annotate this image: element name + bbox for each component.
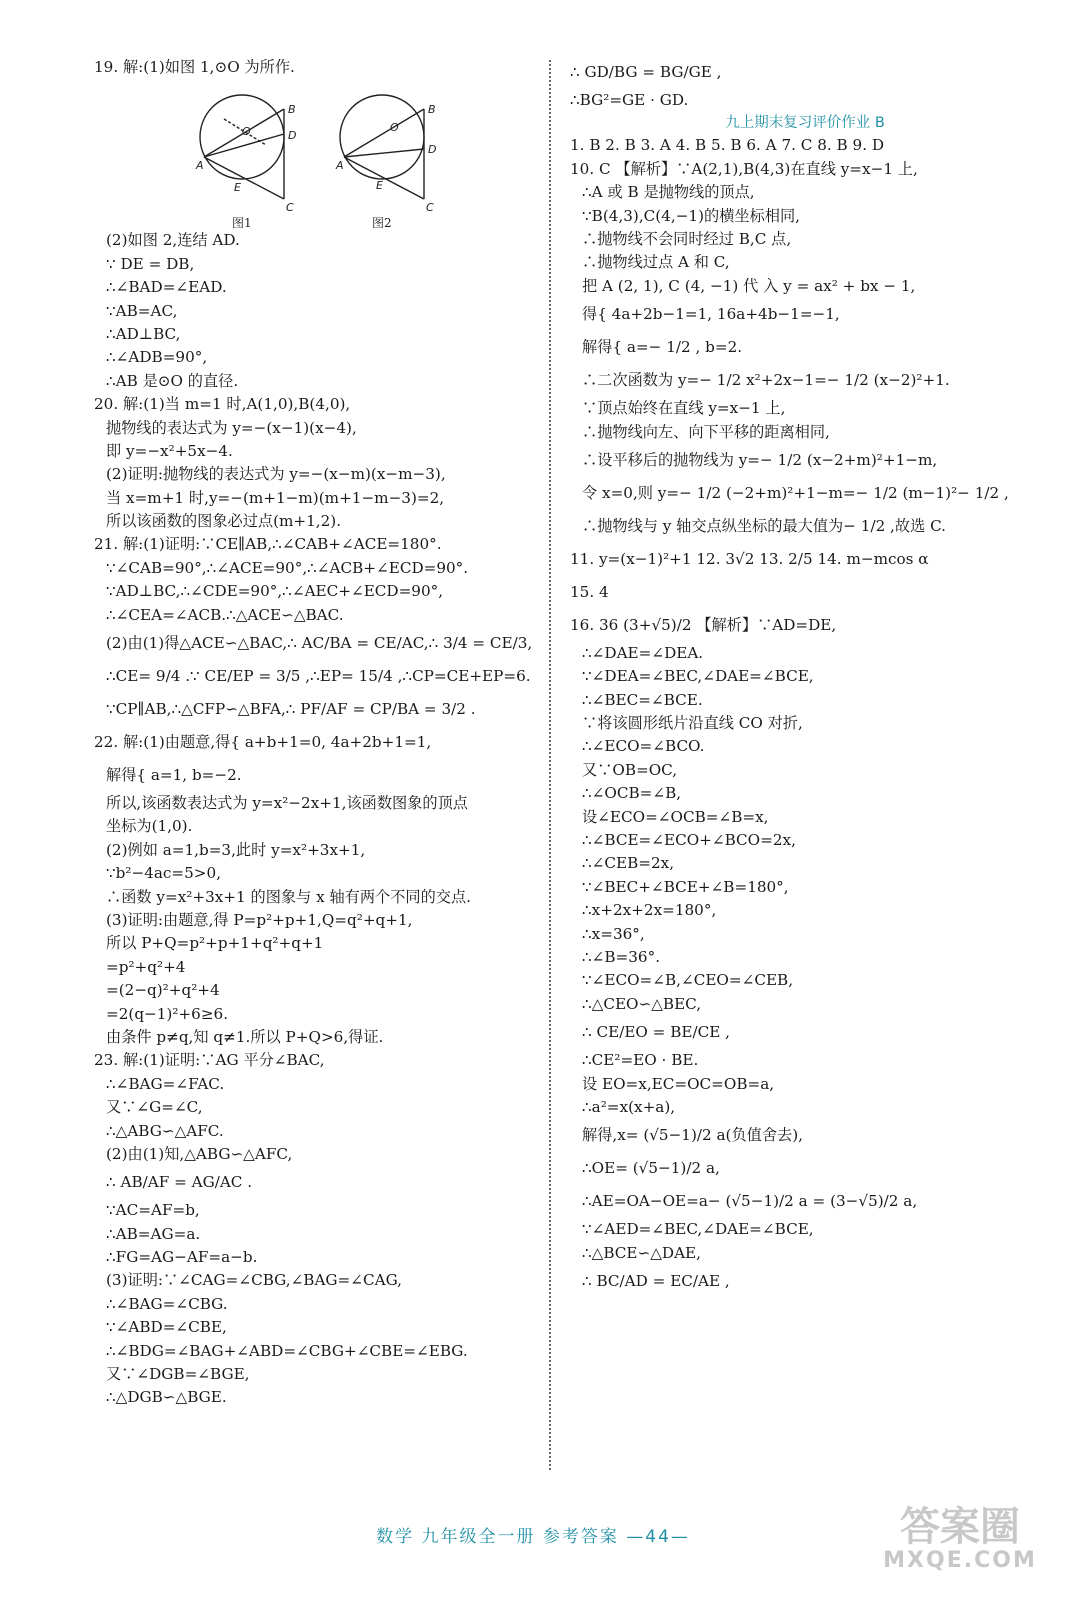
q10-line: ∵B(4,3),C(4,−1)的横坐标相同, xyxy=(582,206,800,225)
q20-line: 即 y=−x²+5x−4. xyxy=(106,441,233,460)
svg-text:C: C xyxy=(426,201,434,215)
q23-line: ∴∠BDG=∠BAG+∠ABD=∠CBG+∠CBE=∠EBG. xyxy=(106,1341,468,1360)
q21-line: ∵AD⊥BC,∴∠CDE=90°,∴∠AEC+∠ECD=90°, xyxy=(106,582,444,601)
q23-line: ∴ AB/AF = AG/AC . xyxy=(106,1173,253,1192)
q20-line: 20. 解:(1)当 m=1 时,A(1,0),B(4,0), xyxy=(94,395,351,414)
q22-line: =p²+q²+4 xyxy=(106,957,186,976)
q23-line: (2)由(1)知,△ABG∽△AFC, xyxy=(106,1144,293,1163)
q10-line: ∴抛物线过点 A 和 C, xyxy=(582,253,730,272)
figure2-line-ac xyxy=(344,157,424,199)
right-column xyxy=(570,56,1040,1298)
q21-line: ∴∠CEA=∠ACB.∴△ACE∽△BAC. xyxy=(106,605,344,624)
q16-line: ∴a²=x(x+a), xyxy=(582,1097,676,1116)
q10-line: ∴A 或 B 是抛物线的顶点, xyxy=(582,183,755,202)
svg-text:A: A xyxy=(196,159,204,173)
svg-text:B: B xyxy=(428,103,436,117)
left-column xyxy=(94,56,538,1410)
watermark-url: MXQE.COM xyxy=(883,1548,1037,1573)
watermark-text: 答案圈 xyxy=(900,1504,1020,1550)
q10-line: ∴抛物线向左、向下平移的距离相同, xyxy=(582,422,830,441)
section-title: 九上期末复习评价作业 B xyxy=(725,115,885,132)
q23-line: ∴AB=AG=a. xyxy=(106,1224,201,1243)
q23-line: (3)证明:∵∠CAG=∠CBG,∠BAG=∠CAG, xyxy=(106,1271,403,1290)
q21-line: 21. 解:(1)证明:∵CE∥AB,∴∠CAB+∠ACE=180°. xyxy=(94,535,442,554)
q19-line: ∴AD⊥BC, xyxy=(106,324,181,343)
q10-line: ∴抛物线与 y 轴交点纵坐标的最大值为− 1/2 ,故选 C. xyxy=(582,516,946,535)
geometry-figures xyxy=(94,79,538,229)
q22-line: ∵b²−4ac=5>0, xyxy=(106,864,222,883)
q16-line: 设∠ECO=∠OCB=∠B=x, xyxy=(582,807,769,826)
svg-text:D: D xyxy=(288,129,297,143)
svg-text:B: B xyxy=(288,103,296,117)
q20-line: 当 x=m+1 时,y=−(m+1−m)(m+1−m−3)=2, xyxy=(106,488,445,507)
svg-text:A: A xyxy=(336,159,344,173)
q10-line: ∴抛物线不会同时经过 B,C 点, xyxy=(582,229,792,248)
q23-line: 又∵∠DGB=∠BGE, xyxy=(106,1365,250,1384)
text-line: ∴BG²=GE · GD. xyxy=(570,91,689,109)
q19-line: ∴AB 是⊙O 的直径. xyxy=(106,371,239,390)
q10-line: 10. C 【解析】∵A(2,1),B(4,3)在直线 y=x−1 上, xyxy=(570,159,918,178)
q16-line: ∴∠ECO=∠BCO. xyxy=(582,737,705,756)
q23-line: ∴FG=AG−AF=a−b. xyxy=(106,1248,258,1267)
q16-line: ∴ BC/AD = EC/AE , xyxy=(582,1272,730,1291)
q23-line: 23. 解:(1)证明:∵AG 平分∠BAC, xyxy=(94,1051,325,1070)
q19-line: 19. 解:(1)如图 1,⊙O 为所作. xyxy=(94,58,295,76)
q16-line: ∴AE=OA−OE=a− (√5−1)/2 a = (3−√5)/2 a, xyxy=(582,1192,918,1211)
q16-line: ∴∠BEC=∠BCE. xyxy=(582,690,703,709)
q19-line: ∴∠ADB=90°, xyxy=(106,348,208,367)
q21-line: ∴CE= 9/4 .∵ CE/EP = 3/5 ,∴EP= 15/4 ,∴CP=CE+EP=6. xyxy=(106,667,531,686)
q16-line: ∴∠BCE=∠ECO+∠BCO=2x, xyxy=(582,831,796,850)
q10-line: 令 x=0,则 y=− 1/2 (−2+m)²+1−m=− 1/2 (m−1)²− 1/2 , xyxy=(582,483,1009,502)
q23-line: ∴∠BAG=∠CBG. xyxy=(106,1294,228,1313)
q22-line: 由条件 p≠q,知 q≠1.所以 P+Q>6,得证. xyxy=(106,1027,384,1046)
q23-line: ∴∠BAG=∠FAC. xyxy=(106,1074,225,1093)
q16-line: ∴OE= (√5−1)/2 a, xyxy=(582,1159,720,1178)
q22-line: (2)例如 a=1,b=3,此时 y=x²+3x+1, xyxy=(106,840,366,859)
q16-line: 又∵OB=OC, xyxy=(582,760,678,779)
q16-line: 解得,x= (√5−1)/2 a(负值舍去), xyxy=(582,1126,803,1145)
q10-line: 得{ 4a+2b−1=1, 16a+4b−1=−1, xyxy=(582,305,840,324)
svg-text:E: E xyxy=(234,181,241,195)
q16-line: ∴∠B=36°. xyxy=(582,947,661,966)
column-divider xyxy=(549,60,551,1470)
q22-line: ∴函数 y=x²+3x+1 的图象与 x 轴有两个不同的交点. xyxy=(106,887,472,906)
q10-line: ∴设平移后的抛物线为 y=− 1/2 (x−2+m)²+1−m, xyxy=(582,450,938,469)
q16-line: 设 EO=x,EC=OC=OB=a, xyxy=(582,1074,775,1093)
q22-line: =2(q−1)²+6≥6. xyxy=(106,1004,229,1023)
q22-line: 坐标为(1,0). xyxy=(106,817,193,836)
q21-line: ∵CP∥AB,∴△CFP∽△BFA,∴ PF/AF = CP/BA = 3/2 . xyxy=(106,700,476,719)
svg-text:E: E xyxy=(376,179,383,193)
answers-line: 1. B 2. B 3. A 4. B 5. B 6. A 7. C 8. B 9. D xyxy=(570,136,885,155)
q19-line: ∵ DE = DB, xyxy=(106,254,195,273)
q10-line: ∴二次函数为 y=− 1/2 x²+2x−1=− 1/2 (x−2)²+1. xyxy=(582,371,950,390)
q15-line: 15. 4 xyxy=(570,582,609,601)
q16-line: ∵∠AED=∠BEC,∠DAE=∠BCE, xyxy=(582,1220,814,1239)
svg-text:D: D xyxy=(428,143,437,157)
q16-line: ∴△CEO∽△BEC, xyxy=(582,994,702,1013)
q19-line: (2)如图 2,连结 AD. xyxy=(106,231,240,250)
q19-line: ∴∠BAD=∠EAD. xyxy=(106,278,227,297)
q21-line: (2)由(1)得△ACE∽△BAC,∴ AC/BA = CE/AC,∴ 3/4 = CE/3, xyxy=(106,634,533,653)
q20-line: 抛物线的表达式为 y=−(x−1)(x−4), xyxy=(106,418,357,437)
q16-line: ∵∠ECO=∠B,∠CEO=∠CEB, xyxy=(582,971,794,990)
q16-line: ∴∠CEB=2x, xyxy=(582,854,675,873)
q16-line: ∴x+2x+2x=180°, xyxy=(582,901,717,920)
svg-text:C: C xyxy=(286,201,294,215)
q22-line: 所以,该函数表达式为 y=x²−2x+1,该函数图象的顶点 xyxy=(106,794,468,813)
figure1-caption: 图1 xyxy=(232,216,252,230)
q23-line: ∵∠ABD=∠CBE, xyxy=(106,1318,227,1337)
q23-line: 又∵∠G=∠C, xyxy=(106,1098,203,1117)
watermark-logo xyxy=(870,1505,1050,1590)
q19-figures xyxy=(94,79,538,229)
q11-14-line: 11. y=(x−1)²+1 12. 3√2 13. 2/5 14. m−mcos α xyxy=(570,549,929,568)
q10-line: ∵顶点始终在直线 y=x−1 上, xyxy=(582,399,786,418)
q19-line: ∵AB=AC, xyxy=(106,301,178,320)
q16-line: ∵∠BEC+∠BCE+∠B=180°, xyxy=(582,877,789,896)
q22-line: (3)证明:由题意,得 P=p²+p+1,Q=q²+q+1, xyxy=(106,910,413,929)
q16-line: ∴∠DAE=∠DEA. xyxy=(582,643,704,662)
q16-line: ∴△BCE∽△DAE, xyxy=(582,1243,701,1262)
figure2-circle xyxy=(340,95,424,179)
q16-line: ∴ CE/EO = BE/CE , xyxy=(582,1023,730,1042)
q16-line: ∴∠OCB=∠B, xyxy=(582,784,682,803)
q20-line: (2)证明:抛物线的表达式为 y=−(x−m)(x−m−3), xyxy=(106,465,446,484)
q16-line: ∵∠DEA=∠BEC,∠DAE=∠BCE, xyxy=(582,667,814,686)
q23-line: ∵AC=AF=b, xyxy=(106,1201,200,1220)
q23-line: ∴△ABG∽△AFC. xyxy=(106,1121,224,1140)
figure1-line-ac xyxy=(204,157,284,199)
q22-line: 解得{ a=1, b=−2. xyxy=(106,766,242,785)
svg-text:O: O xyxy=(242,125,251,139)
q10-line: 解得{ a=− 1/2 , b=2. xyxy=(582,338,743,357)
q16-line: ∴CE²=EO · BE. xyxy=(582,1051,699,1070)
q16-line: ∴x=36°, xyxy=(582,924,645,943)
q10-line: 把 A (2, 1), C (4, −1) 代 入 y = ax² + bx − 1, xyxy=(582,276,916,295)
q20-line: 所以该函数的图象必过点(m+1,2). xyxy=(106,512,342,531)
svg-text:O: O xyxy=(390,121,399,135)
figure2-caption: 图2 xyxy=(372,216,392,230)
q22-line: =(2−q)²+q²+4 xyxy=(106,981,220,1000)
page-footer: 数学 九年级全一册 参考答案 —44— xyxy=(376,1527,690,1547)
q21-line: ∵∠CAB=90°,∴∠ACE=90°,∴∠ACB+∠ECD=90°. xyxy=(106,558,469,577)
q16-line: 16. 36 (3+√5)/2 【解析】∵AD=DE, xyxy=(570,615,837,634)
q22-line: 22. 解:(1)由题意,得{ a+b+1=0, 4a+2b+1=1, xyxy=(94,733,432,752)
q23-line: ∴△DGB∽△BGE. xyxy=(106,1388,227,1407)
text-line: ∴ GD/BG = BG/GE , xyxy=(570,63,722,81)
q16-line: ∵将该圆形纸片沿直线 CO 对折, xyxy=(582,714,803,733)
q22-line: 所以 P+Q=p²+p+1+q²+q+1 xyxy=(106,934,324,953)
